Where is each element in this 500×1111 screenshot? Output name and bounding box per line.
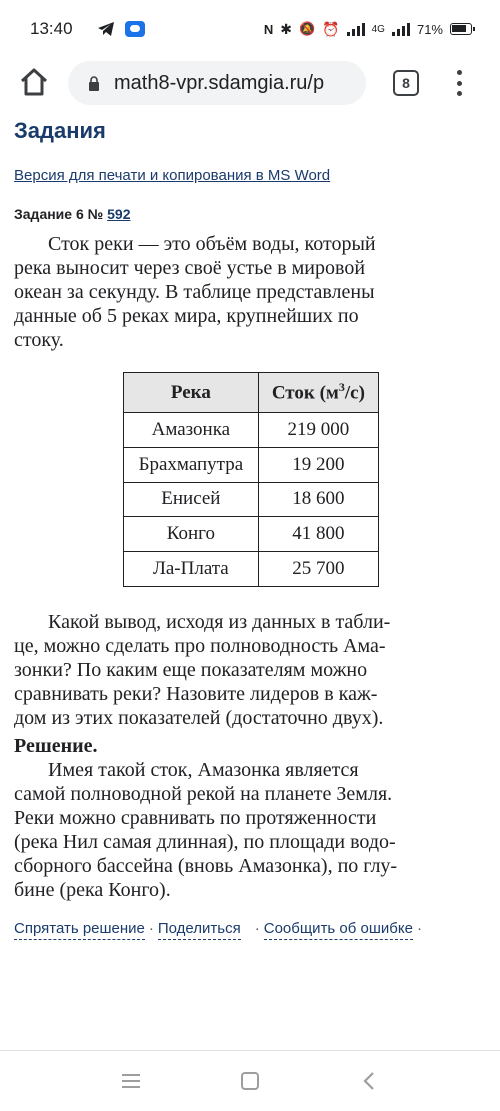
intro-line: океан за секунду. В таблице представлены [14, 281, 375, 303]
question-line: Какой вывод, исходя из данных в табли- [48, 611, 391, 633]
nav-divider [0, 1050, 500, 1051]
status-bar [0, 0, 500, 58]
signal-icon [347, 22, 365, 36]
tab-switcher-button[interactable]: 8 [393, 70, 419, 96]
cloud-app-icon [125, 21, 145, 37]
system-nav-bar [0, 1062, 500, 1102]
separator: · [254, 920, 260, 937]
mute-icon: 🔕 [299, 21, 316, 36]
table-row [124, 447, 379, 482]
flow-cell: 219 000 [258, 413, 378, 448]
question-line: зонки? По каким еще показателям можно [14, 659, 368, 681]
flow-cell: 25 700 [258, 552, 378, 587]
status-time: 13:40 [30, 19, 73, 38]
address-bar[interactable] [68, 61, 366, 105]
river-cell: Ла-Плата [124, 552, 259, 587]
intro-line: Сток реки — это объём воды, который [48, 233, 376, 255]
header-flow-suffix: /с) [344, 382, 365, 404]
page-heading: Задания [14, 118, 106, 143]
print-version-link[interactable]: Версия для печати и копирования в MS Word [14, 167, 331, 184]
river-flow-table [123, 372, 379, 587]
telegram-icon [97, 21, 115, 37]
solution-line: (река Нил самая длинная), по площади водо- [14, 831, 396, 853]
solution-line: бине (река Конго). [14, 879, 171, 901]
recents-icon[interactable] [122, 1074, 140, 1088]
header-flow-sup: 3 [338, 380, 345, 395]
nfc-icon: N [263, 21, 274, 37]
separator: · [148, 920, 154, 937]
question-line: дом из этих показателей (достаточно двух). [14, 707, 384, 729]
header-flow-prefix: Сток (м [271, 382, 339, 404]
flow-cell: 18 600 [258, 482, 378, 517]
more-menu-icon[interactable] [455, 70, 463, 96]
battery-icon [450, 23, 472, 35]
solution-line: Реки можно сравнивать по протяженности [14, 807, 377, 829]
network-type: 4G [371, 23, 385, 35]
home-icon[interactable] [18, 66, 50, 98]
browser-toolbar [0, 58, 500, 108]
table-row [124, 482, 379, 517]
task-question [14, 610, 488, 730]
solution-block [14, 734, 488, 902]
signal-icon-2 [392, 22, 410, 36]
table-row [124, 552, 379, 587]
flow-cell: 19 200 [258, 447, 378, 482]
flow-cell: 41 800 [258, 517, 378, 552]
river-cell: Енисей [124, 482, 259, 517]
table-header-row [124, 373, 379, 413]
back-icon[interactable] [360, 1071, 380, 1091]
hide-solution-link[interactable]: Спрятать решение [14, 920, 145, 940]
table-row [124, 413, 379, 448]
question-line: це, можно сделать про полноводность Ама- [14, 635, 386, 657]
report-error-link[interactable]: Сообщить об ошибке [264, 920, 413, 940]
status-left [30, 19, 145, 39]
river-cell: Конго [124, 517, 259, 552]
header-flow [258, 373, 378, 413]
nav-home-icon[interactable] [241, 1072, 259, 1090]
header-river: Река [124, 373, 259, 413]
lock-icon [88, 76, 100, 91]
intro-line: стоку. [14, 329, 64, 351]
separator: · [416, 920, 422, 937]
intro-line: данные об 5 реках мира, крупнейших по [14, 305, 359, 327]
solution-line: Имея такой сток, Амазонка является [48, 759, 359, 781]
footer-links [14, 920, 426, 937]
river-cell: Брахмапутра [124, 447, 259, 482]
solution-line: сборного бассейна (вновь Амазонка), по глу- [14, 855, 398, 877]
battery-percent: 71% [416, 21, 443, 37]
table-row [124, 517, 379, 552]
alarm-icon: ⏰ [322, 20, 340, 37]
bluetooth-icon: ✱ [280, 20, 292, 37]
share-link[interactable]: Поделиться [158, 920, 241, 940]
solution-line: самой полноводной рекой на планете Земля. [14, 783, 393, 805]
task-label: Задание 6 № [14, 206, 108, 222]
url-text: math8-vpr.sdamgia.ru/p [114, 71, 325, 94]
task-header [14, 206, 131, 222]
status-right [264, 21, 472, 38]
intro-line: река выносит через своё устье в мировой [14, 257, 366, 279]
task-number-link[interactable]: 592 [107, 206, 131, 222]
task-intro [14, 232, 488, 352]
solution-title: Решение. [14, 735, 98, 757]
question-line: сравнивать реки? Назовите лидеров в каж- [14, 683, 378, 705]
river-cell: Амазонка [124, 413, 259, 448]
